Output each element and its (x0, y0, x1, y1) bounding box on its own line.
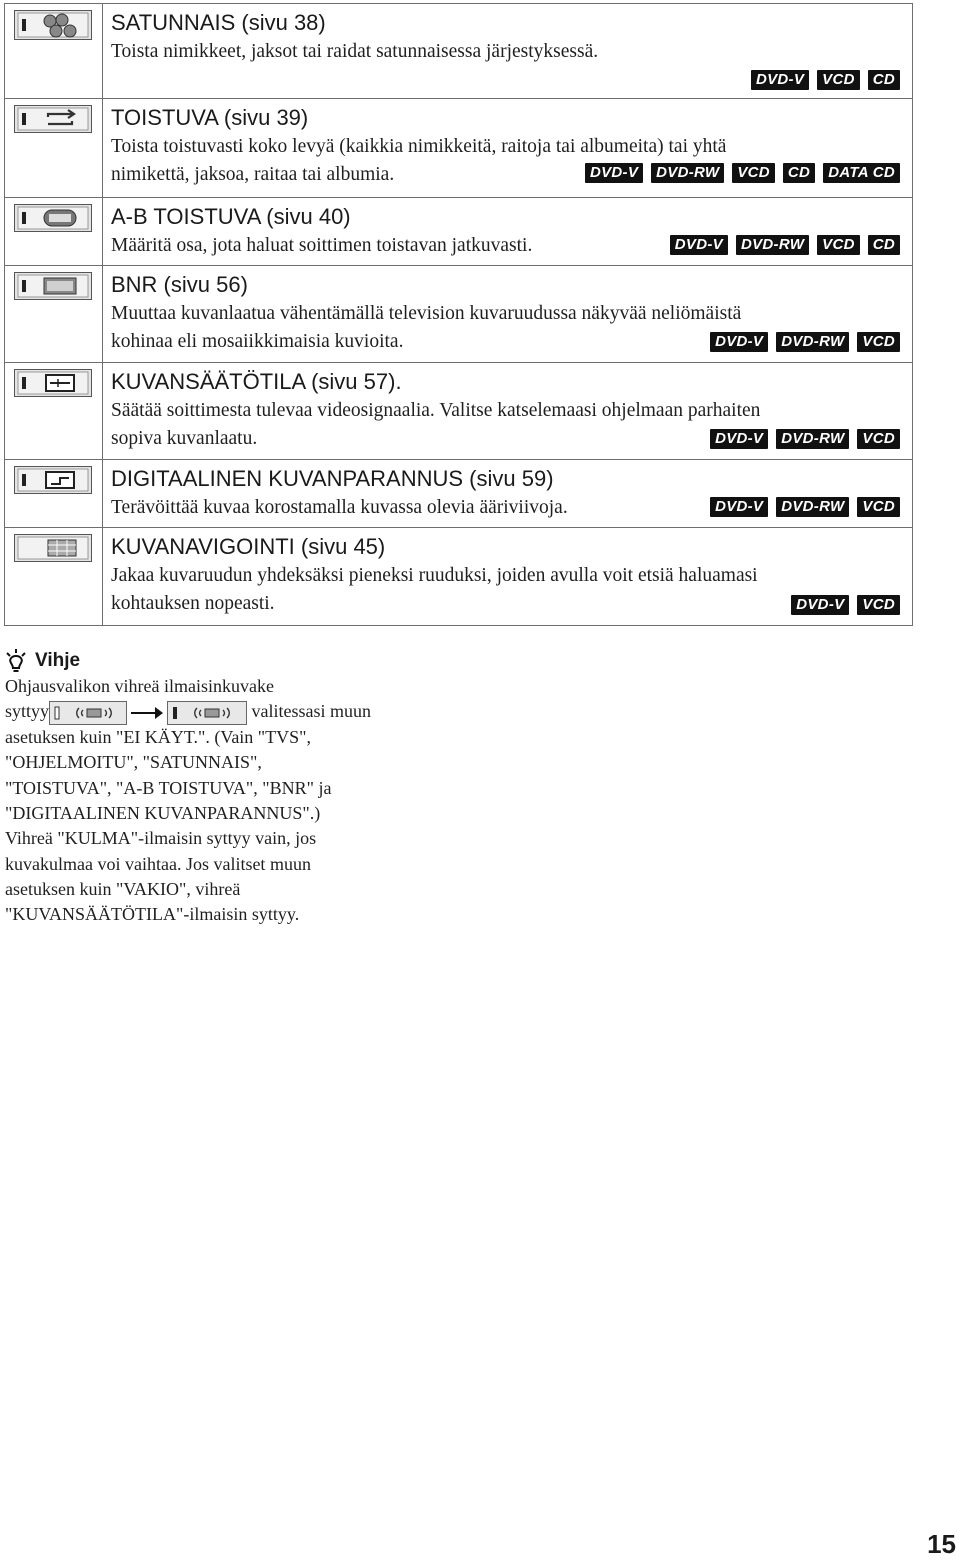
item-heading: KUVANSÄÄTÖTILA (sivu 57). (111, 369, 402, 394)
sharpness-icon (14, 466, 92, 494)
disc-badge: DVD-V (791, 595, 849, 615)
description-line: Toista nimikkeet, jaksot tai raidat satunnaisessa järjestyksessä. (111, 41, 599, 62)
table-row (5, 197, 912, 265)
icon-cell (5, 99, 103, 197)
page-number: 15 (927, 1529, 956, 1559)
disc-badge: VCD (732, 163, 775, 183)
a-b-repeat-icon (14, 204, 92, 232)
icon-cell (5, 528, 103, 625)
disc-badge: CD (868, 235, 900, 255)
picture-navigation-icon (14, 534, 92, 562)
icon-cell (5, 266, 103, 362)
disc-badge: DVD-RW (776, 332, 849, 352)
right-arrow-icon (127, 701, 167, 725)
shuffle-icon (14, 10, 92, 40)
disc-badge: DVD-RW (651, 163, 724, 183)
item-heading: SATUNNAIS (sivu 38) (111, 10, 326, 35)
text-cell (103, 528, 912, 625)
hint-text: syttyy (5, 701, 50, 722)
hint-line: "KUVANSÄÄTÖTILA"-ilmaisin syttyy. (5, 904, 300, 925)
table-row (5, 459, 912, 527)
hint-line: asetuksen kuin "VAKIO", vihreä (5, 878, 241, 899)
disc-badge: DVD-V (710, 497, 768, 517)
table-row (5, 362, 912, 459)
disc-badge: VCD (857, 595, 900, 615)
text-cell (103, 99, 912, 197)
disc-badge: VCD (817, 70, 860, 90)
table-row (5, 98, 912, 197)
description-line: Määritä osa, jota haluat soittimen toistavan jatkuvasti. (111, 235, 533, 256)
hint-heading (5, 648, 425, 674)
disc-badge: DVD-RW (776, 429, 849, 449)
hint-line: asetuksen kuin "EI KÄYT.". (Vain "TVS", (5, 727, 312, 748)
description-line: Säätää soittimesta tulevaa videosignaalia. Valitse katselemaasi ohjelmaan parhaiten (111, 400, 761, 421)
function-table (4, 3, 913, 626)
bnr-icon (14, 272, 92, 300)
icon-cell (5, 460, 103, 527)
disc-badge: VCD (857, 497, 900, 517)
icon-cell (5, 4, 103, 98)
disc-badge: DVD-V (710, 429, 768, 449)
disc-badge: VCD (857, 429, 900, 449)
disc-badge: DATA CD (823, 163, 900, 183)
description-line: sopiva kuvanlaatu. (111, 428, 258, 449)
disc-badges (710, 497, 900, 517)
text-cell (103, 460, 912, 527)
disc-badges (751, 70, 900, 90)
indicator-on-icon (167, 701, 247, 725)
disc-badge: CD (868, 70, 900, 90)
description-line: kohtauksen nopeasti. (111, 593, 275, 614)
table-row (5, 527, 912, 625)
description-line: Toista toistuvasti koko levyä (kaikkia nimikkeitä, raitoja tai albumeita) tai yhtä (111, 136, 727, 157)
disc-badge: DVD-RW (776, 497, 849, 517)
hint-body (5, 674, 425, 928)
hint-line: "TOISTUVA", "A-B TOISTUVA", "BNR" ja (5, 777, 332, 798)
hint-section (5, 648, 425, 928)
disc-badge: DVD-V (670, 235, 728, 255)
description-line: Terävöittää kuvaa korostamalla kuvassa olevia ääriviivoja. (111, 497, 568, 518)
disc-badge: DVD-V (585, 163, 643, 183)
description-line: Jakaa kuvaruudun yhdeksäksi pieneksi ruuduksi, joiden avulla voit etsiä haluamasi (111, 565, 758, 586)
item-description (111, 38, 904, 66)
item-heading: DIGITAALINEN KUVANPARANNUS (sivu 59) (111, 466, 554, 491)
item-description (111, 562, 904, 618)
disc-badge: DVD-RW (736, 235, 809, 255)
item-heading: A-B TOISTUVA (sivu 40) (111, 204, 351, 229)
disc-badges (585, 163, 900, 183)
lightbulb-icon (5, 649, 27, 673)
disc-badge: VCD (817, 235, 860, 255)
item-heading: BNR (sivu 56) (111, 272, 248, 297)
text-cell (103, 4, 912, 98)
indicator-off-icon (49, 701, 127, 725)
repeat-icon (14, 105, 92, 133)
disc-badge: DVD-V (710, 332, 768, 352)
disc-badges (670, 235, 900, 255)
description-line: nimikettä, jaksoa, raitaa tai albumia. (111, 164, 395, 185)
icon-cell (5, 198, 103, 265)
hint-line: Vihreä "KULMA"-ilmaisin syttyy vain, jos (5, 828, 317, 849)
item-heading: KUVANAVIGOINTI (sivu 45) (111, 534, 386, 559)
disc-badges (710, 332, 900, 352)
hint-line: Ohjausvalikon vihreä ilmaisinkuvake (5, 676, 274, 696)
text-cell (103, 198, 912, 265)
disc-badge: DVD-V (751, 70, 809, 90)
icon-cell (5, 363, 103, 459)
description-line: kohinaa eli mosaiikkimaisia kuvioita. (111, 331, 404, 352)
disc-badge: VCD (857, 332, 900, 352)
hint-line: "OHJELMOITU", "SATUNNAIS", (5, 752, 262, 773)
description-line: Muuttaa kuvanlaatua vähentämällä television kuvaruudussa näkyvää neliömäistä (111, 303, 742, 324)
table-row (5, 4, 912, 98)
picture-mode-icon (14, 369, 92, 397)
text-cell (103, 266, 912, 362)
item-heading: TOISTUVA (sivu 39) (111, 105, 309, 130)
disc-badges (791, 595, 900, 615)
hint-title: Vihje (35, 650, 81, 671)
hint-text: valitessasi muun (251, 701, 372, 722)
hint-line: kuvakulmaa voi vaihtaa. Jos valitset muun (5, 853, 311, 874)
hint-line-with-icons (5, 699, 425, 725)
hint-line: "DIGITAALINEN KUVANPARANNUS".) (5, 803, 321, 824)
disc-badges (710, 429, 900, 449)
text-cell (103, 363, 912, 459)
table-row (5, 265, 912, 362)
disc-badge: CD (783, 163, 815, 183)
